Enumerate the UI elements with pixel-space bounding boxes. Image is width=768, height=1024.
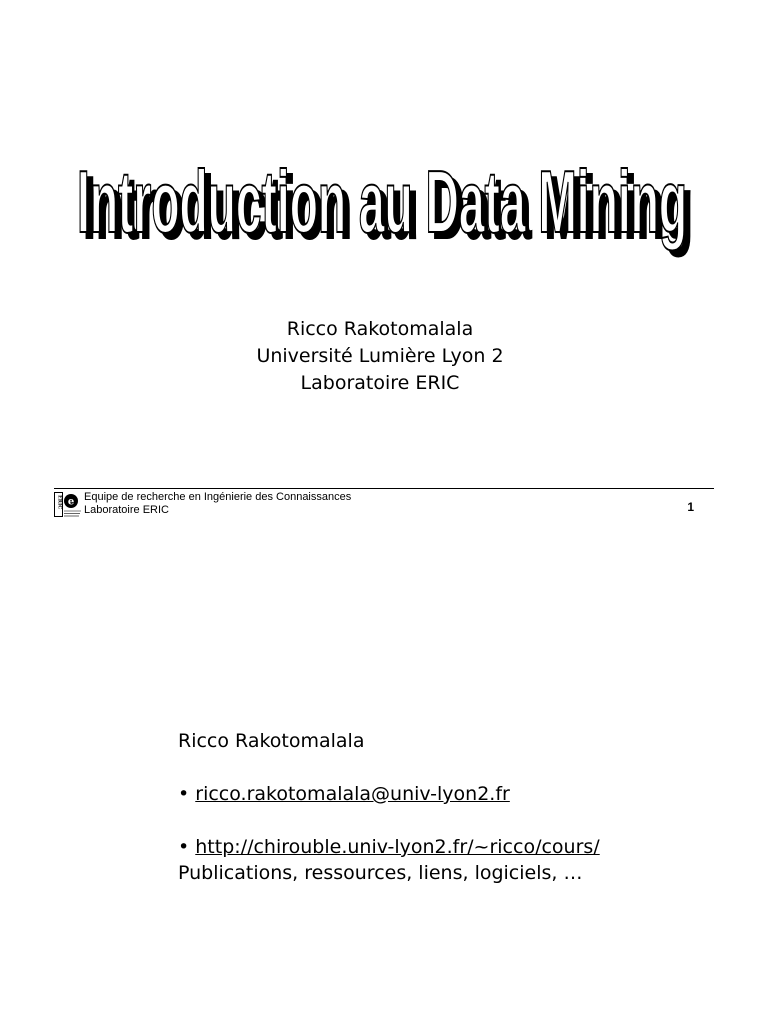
email-link[interactable]: ricco.rakotomalala@univ-lyon2.fr — [195, 783, 510, 805]
author-university: Université Lumière Lyon 2 — [256, 345, 504, 367]
bullet-icon: • — [178, 836, 190, 858]
bullet-icon: • — [178, 783, 190, 805]
page-number: 1 — [687, 500, 694, 514]
author-block — [0, 316, 760, 397]
footer-text — [84, 491, 351, 517]
website-link[interactable]: http://chirouble.univ-lyon2.fr/~ricco/cours/ — [195, 836, 600, 858]
slide-footer — [54, 488, 714, 525]
eric-logo — [54, 492, 82, 520]
slide-title-graphic — [54, 152, 714, 282]
resources-text: Publications, ressources, liens, logiciels, … — [178, 862, 583, 884]
slide-title — [54, 152, 714, 282]
author-lab: Laboratoire ERIC — [300, 372, 460, 394]
svg-text:e: e — [67, 496, 75, 508]
svg-text:ERIC: ERIC — [56, 495, 63, 510]
title-shadow: Introduction au Data Mining — [83, 158, 693, 257]
eric-logo-icon — [54, 492, 82, 520]
contact-block — [178, 728, 738, 886]
url-row — [178, 834, 738, 860]
contact-name: Ricco Rakotomalala — [178, 730, 365, 752]
footer-line-lab: Laboratoire ERIC — [84, 504, 169, 516]
author-name: Ricco Rakotomalala — [286, 318, 474, 340]
title-text: Introduction au Data Mining — [77, 152, 687, 251]
footer-line-team: Equipe de recherche en Ingénierie des Connaissances — [84, 491, 352, 503]
email-row — [178, 781, 738, 807]
